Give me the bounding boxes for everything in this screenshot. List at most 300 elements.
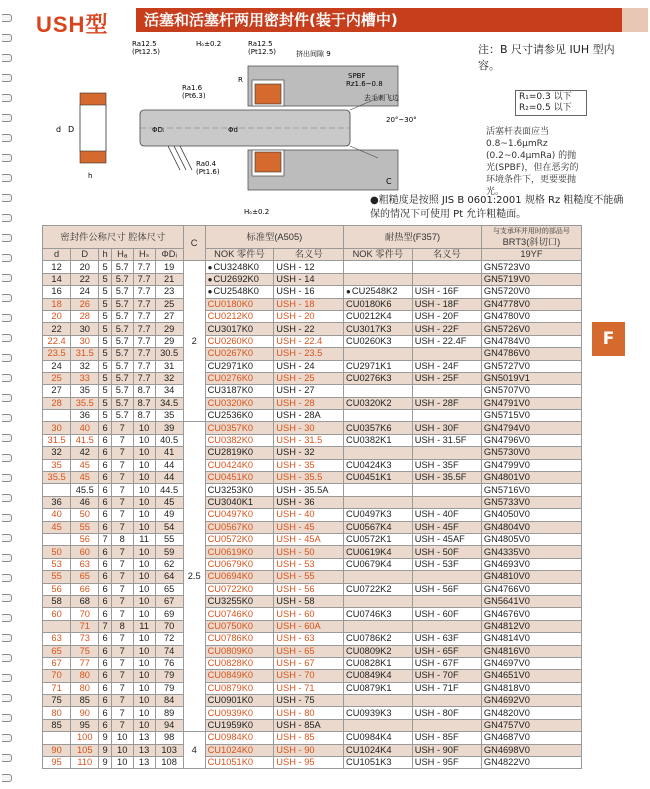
cell-h: 9 (99, 757, 111, 769)
cell-ha: 5.7 (111, 410, 133, 422)
label-D: D (68, 125, 75, 134)
cell-19yf: GN4818V0 (481, 682, 581, 694)
cell-ha: 8 (111, 533, 133, 545)
cell-19yf: GN4810V0 (481, 571, 581, 583)
cell-hb: 10 (133, 509, 155, 521)
cell-hb: 8.7 (133, 410, 155, 422)
cell-nok-heat: CU0809K2 (344, 645, 413, 657)
group-header-row (43, 226, 582, 249)
table-row (43, 633, 582, 645)
cell-nok-std: CU0849K0 (205, 670, 274, 682)
cell-d: 58 (43, 595, 71, 607)
cell-name-heat: USH - 65F (412, 645, 481, 657)
label-deburr: 去毛刺飞边 (364, 94, 399, 102)
cell-nok-heat (344, 719, 413, 731)
cell-d (43, 620, 71, 632)
table-row (43, 298, 582, 310)
cell-h: 7 (99, 533, 111, 545)
cell-ha: 7 (111, 509, 133, 521)
binding-ring (2, 274, 12, 282)
cell-nok-heat: CU3017K3 (344, 323, 413, 335)
label-h-bottom: Hₒ±0.2 (244, 208, 270, 216)
cell-hb: 10 (133, 546, 155, 558)
cell-di: 54 (155, 521, 183, 533)
table-row (43, 447, 582, 459)
cell-19yf: GN4050V0 (481, 509, 581, 521)
cell-hb: 10 (133, 608, 155, 620)
cell-nok-std: ● CU2548K0 (205, 286, 274, 298)
cell-19yf: GN4805V0 (481, 533, 581, 545)
cell-nok-heat: CU0180K6 (344, 298, 413, 310)
cell-19yf: GN4687V0 (481, 732, 581, 744)
label-phi-di: ΦDᵢ (152, 126, 165, 134)
cell-19yf: GN4822V0 (481, 757, 581, 769)
cell-name-std: USH - 16 (274, 286, 344, 298)
cell-nok-std: CU2971K0 (205, 360, 274, 372)
cell-19yf: GN4693V0 (481, 558, 581, 570)
cell-d: 26 (71, 298, 99, 310)
cell-name-heat: USH - 20F (412, 310, 481, 322)
cell-ha: 7 (111, 496, 133, 508)
cell-name-heat (412, 719, 481, 731)
cell-19yf: GN4814V0 (481, 633, 581, 645)
cell-d: 40 (43, 509, 71, 521)
cell-hb: 10 (133, 422, 155, 434)
cell-ha: 7 (111, 447, 133, 459)
cell-name-heat: USH - 28F (412, 397, 481, 409)
cell-d: 45 (71, 472, 99, 484)
cell-name-heat: USH - 35.5F (412, 472, 481, 484)
cell-19yf: GN5715V0 (481, 410, 581, 422)
cell-19yf: GN5723V0 (481, 261, 581, 273)
cell-19yf: GN4799V0 (481, 459, 581, 471)
cell-name-std: USH - 50 (274, 546, 344, 558)
binding-ring (2, 614, 12, 622)
cell-h: 6 (99, 558, 111, 570)
cell-19yf: GN4692V0 (481, 695, 581, 707)
cell-di: 41 (155, 447, 183, 459)
cell-19yf: GN5733V0 (481, 496, 581, 508)
cell-h: 6 (99, 472, 111, 484)
cell-di: 55 (155, 533, 183, 545)
r-values-box (515, 90, 587, 116)
cell-nok-std: CU0879K0 (205, 682, 274, 694)
cell-hb: 13 (133, 744, 155, 756)
note-b-size: 注：B 尺寸请参见 IUH 型内容。 (478, 43, 615, 72)
cell-di: 29 (155, 323, 183, 335)
cell-nok-heat: CU0572K1 (344, 533, 413, 545)
cell-h: 5 (99, 323, 111, 335)
cell-d: 22 (43, 323, 71, 335)
cell-nok-heat (344, 496, 413, 508)
cell-nok-heat: CU0497K3 (344, 509, 413, 521)
cell-19yf: GN4780V0 (481, 310, 581, 322)
cell-19yf: GN4820V0 (481, 707, 581, 719)
cell-d: 65 (71, 571, 99, 583)
cell-di: 72 (155, 633, 183, 645)
table-row (43, 571, 582, 583)
cell-name-heat: USH - 67F (412, 657, 481, 669)
cell-hb: 10 (133, 670, 155, 682)
cell-ha: 7 (111, 546, 133, 558)
cell-nok-std: CU0984K0 (205, 732, 274, 744)
cell-ha: 7 (111, 521, 133, 533)
table-row (43, 695, 582, 707)
cell-hb: 7.7 (133, 335, 155, 347)
cell-ha: 7 (111, 558, 133, 570)
cell-ha: 7 (111, 583, 133, 595)
cell-h: 6 (99, 695, 111, 707)
cell-d: 110 (71, 757, 99, 769)
cell-di: 74 (155, 645, 183, 657)
cell-nok-std: CU0357K0 (205, 422, 274, 434)
cell-h: 5 (99, 261, 111, 273)
binding-ring (2, 734, 12, 742)
cell-ha: 5.7 (111, 335, 133, 347)
cell-nok-std: CU0750K0 (205, 620, 274, 632)
cell-hb: 11 (133, 620, 155, 632)
binding-ring (2, 594, 12, 602)
label-c: C (386, 177, 392, 186)
cell-ha: 5.7 (111, 310, 133, 322)
cell-di: 19 (155, 261, 183, 273)
cell-19yf: GN5726V0 (481, 323, 581, 335)
cell-di: 49 (155, 509, 183, 521)
group-header-backup (481, 226, 581, 249)
cell-nok-heat (344, 273, 413, 285)
cell-di: 79 (155, 682, 183, 694)
cell-ha: 7 (111, 670, 133, 682)
cell-hb: 10 (133, 472, 155, 484)
cell-nok-std: ● CU3248K0 (205, 261, 274, 273)
cell-h: 7 (99, 620, 111, 632)
cell-hb: 10 (133, 558, 155, 570)
cell-d: 77 (71, 657, 99, 669)
cell-nok-std: CU2819K0 (205, 447, 274, 459)
cell-d: 20 (43, 310, 71, 322)
cell-d: 36 (43, 496, 71, 508)
cell-nok-std: CU2536K0 (205, 410, 274, 422)
cell-nok-heat: CU0357K6 (344, 422, 413, 434)
cell-name-std: USH - 18 (274, 298, 344, 310)
label-ra-right: Ra12.5 (248, 40, 273, 48)
cell-di: 23 (155, 286, 183, 298)
cell-di: 44 (155, 459, 183, 471)
cell-d: 22 (71, 273, 99, 285)
cell-name-std: USH - 30 (274, 422, 344, 434)
binding-ring (2, 74, 12, 82)
cell-name-std: USH - 28A (274, 410, 344, 422)
cell-19yf: GN5707V0 (481, 385, 581, 397)
cell-h: 6 (99, 422, 111, 434)
cell-nok-std: CU3040K1 (205, 496, 274, 508)
binding-ring (2, 354, 12, 362)
col-header-name-heat: 名义号 (412, 249, 481, 261)
cell-di: 31 (155, 360, 183, 372)
cell-d: 71 (71, 620, 99, 632)
cell-name-std: USH - 80 (274, 707, 344, 719)
cell-h: 6 (99, 447, 111, 459)
cell-19yf: GN4784V0 (481, 335, 581, 347)
cell-name-heat (412, 410, 481, 422)
binding-ring (2, 714, 12, 722)
cell-name-std: USH - 85 (274, 732, 344, 744)
cell-di: 30.5 (155, 348, 183, 360)
cell-name-heat: USH - 24F (412, 360, 481, 372)
cell-nok-heat (344, 695, 413, 707)
cell-d: 71 (43, 682, 71, 694)
cell-nok-heat: CU0722K2 (344, 583, 413, 595)
cell-hb: 10 (133, 657, 155, 669)
table-row (43, 434, 582, 446)
cell-name-heat: USH - 35F (412, 459, 481, 471)
cell-ha: 7 (111, 434, 133, 446)
cell-di: 39 (155, 422, 183, 434)
cell-name-heat: USH - 70F (412, 670, 481, 682)
cell-hb: 7.7 (133, 273, 155, 285)
binding-ring (2, 334, 12, 342)
table-row (43, 682, 582, 694)
cell-nok-std: CU0320K0 (205, 397, 274, 409)
cell-hb: 11 (133, 533, 155, 545)
cell-nok-heat (344, 348, 413, 360)
cell-ha: 5.7 (111, 286, 133, 298)
cell-nok-heat: CU0320K2 (344, 397, 413, 409)
cell-d: 30 (43, 422, 71, 434)
cell-hb: 10 (133, 496, 155, 508)
cell-di: 35 (155, 410, 183, 422)
binding-ring (2, 494, 12, 502)
cell-d (43, 533, 71, 545)
cell-name-std: USH - 31.5 (274, 434, 344, 446)
cell-d: 36 (71, 410, 99, 422)
binding-ring (2, 414, 12, 422)
label-rz-low: (Pt1.6) (196, 168, 220, 176)
table-row (43, 732, 582, 744)
table-row (43, 422, 582, 434)
label-r: R (238, 76, 243, 84)
cell-19yf: GN4804V0 (481, 521, 581, 533)
cell-h: 6 (99, 521, 111, 533)
cell-nok-heat: CU0849K4 (344, 670, 413, 682)
cell-ha: 7 (111, 472, 133, 484)
cell-d: 100 (71, 732, 99, 744)
cell-name-std: USH - 60 (274, 608, 344, 620)
cell-name-heat (412, 348, 481, 360)
group-header-heat: 耐热型(F357) (344, 226, 482, 249)
cell-hb: 7.7 (133, 372, 155, 384)
cell-h: 6 (99, 546, 111, 558)
cell-nok-std: CU0619K0 (205, 546, 274, 558)
cell-d: 67 (43, 657, 71, 669)
table-row (43, 719, 582, 731)
backup-header-top: 与支承环并用时的部品号 (492, 228, 570, 235)
binding-ring (2, 94, 12, 102)
cell-nok-std: CU0451K0 (205, 472, 274, 484)
binding-ring (2, 314, 12, 322)
binding-ring (2, 474, 12, 482)
cell-nok-std: CU1959K0 (205, 719, 274, 731)
cell-d: 46 (71, 496, 99, 508)
table-row (43, 360, 582, 372)
cell-di: 103 (155, 744, 183, 756)
label-angle: 20°~30° (386, 116, 417, 124)
cell-name-std: USH - 36 (274, 496, 344, 508)
cell-name-std: USH - 58 (274, 595, 344, 607)
brand-title: USH型 (36, 12, 109, 37)
cell-name-heat (412, 571, 481, 583)
cell-name-heat: USH - 85F (412, 732, 481, 744)
cell-nok-std: CU0382K0 (205, 434, 274, 446)
cell-ha: 7 (111, 608, 133, 620)
cell-d: 45 (43, 521, 71, 533)
cell-d: 50 (71, 509, 99, 521)
cell-name-heat: USH - 16F (412, 286, 481, 298)
cell-name-std: USH - 27 (274, 385, 344, 397)
cell-ha: 7 (111, 595, 133, 607)
cell-h: 5 (99, 298, 111, 310)
cell-nok-heat (344, 410, 413, 422)
cell-nok-heat: ● CU2548K2 (344, 286, 413, 298)
cell-hb: 7.7 (133, 348, 155, 360)
cell-h: 5 (99, 335, 111, 347)
binding-ring (2, 634, 12, 642)
cell-d: 35 (43, 459, 71, 471)
cell-ha: 7 (111, 719, 133, 731)
cell-name-std: USH - 75 (274, 695, 344, 707)
cell-name-std: USH - 71 (274, 682, 344, 694)
cell-name-std: USH - 14 (274, 273, 344, 285)
binding-ring (2, 554, 12, 562)
cell-19yf: GN4335V0 (481, 546, 581, 558)
cell-d: 35 (71, 385, 99, 397)
cell-nok-heat (344, 385, 413, 397)
table-row (43, 335, 582, 347)
table-row (43, 657, 582, 669)
cell-19yf: GN4697V0 (481, 657, 581, 669)
binding-ring (2, 574, 12, 582)
col-header-hb: Hₛ (133, 249, 155, 261)
label-d: d (56, 125, 62, 134)
cell-d: 27 (43, 385, 71, 397)
table-row (43, 608, 582, 620)
cell-name-heat: USH - 95F (412, 757, 481, 769)
cell-di: 65 (155, 583, 183, 595)
cell-d: 24 (43, 360, 71, 372)
cell-ha: 7 (111, 633, 133, 645)
cell-d: 95 (43, 757, 71, 769)
group-header-standard: 标准型(A505) (205, 226, 343, 249)
cell-d: 70 (43, 670, 71, 682)
col-header-nok-std: NOK 零件号 (205, 249, 274, 261)
cell-nok-std: CU0212K0 (205, 310, 274, 322)
group-header-nominal: 密封件公称尺寸 腔体尺寸 (43, 226, 184, 249)
cell-h: 5 (99, 273, 111, 285)
cell-name-std: USH - 20 (274, 310, 344, 322)
cell-ha: 10 (111, 744, 133, 756)
binding-ring (2, 214, 12, 222)
cell-hb: 10 (133, 707, 155, 719)
cell-d: 56 (71, 533, 99, 545)
cell-d: 73 (71, 633, 99, 645)
seal-size-table (42, 225, 582, 769)
cell-nok-heat (344, 447, 413, 459)
cell-d (43, 410, 71, 422)
cell-d: 85 (43, 719, 71, 731)
cell-nok-heat: CU0619K4 (344, 546, 413, 558)
cell-nok-std: CU0260K0 (205, 335, 274, 347)
cell-ha: 7 (111, 657, 133, 669)
cell-hb: 10 (133, 571, 155, 583)
cell-d: 30 (71, 335, 99, 347)
cell-di: 44.5 (155, 484, 183, 496)
binding-ring (2, 174, 12, 182)
cell-hb: 10 (133, 583, 155, 595)
cell-d: 95 (71, 719, 99, 731)
cell-h: 6 (99, 682, 111, 694)
cell-nok-heat: CU1051K3 (344, 757, 413, 769)
cell-name-std: USH - 25 (274, 372, 344, 384)
label-ra-mid: Ra1.6 (182, 84, 203, 92)
table-row (43, 583, 582, 595)
binding-ring (2, 254, 12, 262)
cell-name-std: USH - 95 (274, 757, 344, 769)
cell-d: 53 (43, 558, 71, 570)
cell-di: 62 (155, 558, 183, 570)
cell-ha: 7 (111, 645, 133, 657)
table-row (43, 496, 582, 508)
table-row (43, 558, 582, 570)
table-row (43, 397, 582, 409)
cell-ha: 7 (111, 459, 133, 471)
cell-h: 6 (99, 496, 111, 508)
cell-nok-heat: CU0828K1 (344, 657, 413, 669)
binding-ring (2, 754, 12, 762)
binding-ring (2, 534, 12, 542)
cell-nok-std: CU0267K0 (205, 348, 274, 360)
cell-hb: 10 (133, 682, 155, 694)
cell-d: 80 (71, 670, 99, 682)
label-h: h (88, 172, 93, 180)
cell-ha: 8 (111, 620, 133, 632)
label-phi-d: Φd (228, 126, 238, 134)
cell-name-std: USH - 22 (274, 323, 344, 335)
binding-ring (2, 694, 12, 702)
cell-name-heat: USH - 18F (412, 298, 481, 310)
cell-hb: 10 (133, 447, 155, 459)
col-header-c: C (183, 226, 205, 261)
cell-di: 108 (155, 757, 183, 769)
cell-hb: 13 (133, 757, 155, 769)
cell-name-heat: USH - 25F (412, 372, 481, 384)
cell-d: 80 (43, 707, 71, 719)
cell-d: 32 (43, 447, 71, 459)
cell-di: 34 (155, 385, 183, 397)
binding-ring (2, 134, 12, 142)
cell-h: 5 (99, 397, 111, 409)
cell-d: 60 (43, 608, 71, 620)
cell-nok-heat (344, 620, 413, 632)
cell-ha: 5.7 (111, 360, 133, 372)
cell-ha: 5.7 (111, 348, 133, 360)
cell-nok-heat: CU0276K3 (344, 372, 413, 384)
table-row (43, 261, 582, 273)
label-extrusion: 挤出间隙 9 (296, 50, 331, 58)
r2-value: R₂=0.5 以下 (519, 103, 572, 113)
cell-di: 45 (155, 496, 183, 508)
label-spbf: SPBF (348, 72, 366, 80)
cell-di: 94 (155, 719, 183, 731)
